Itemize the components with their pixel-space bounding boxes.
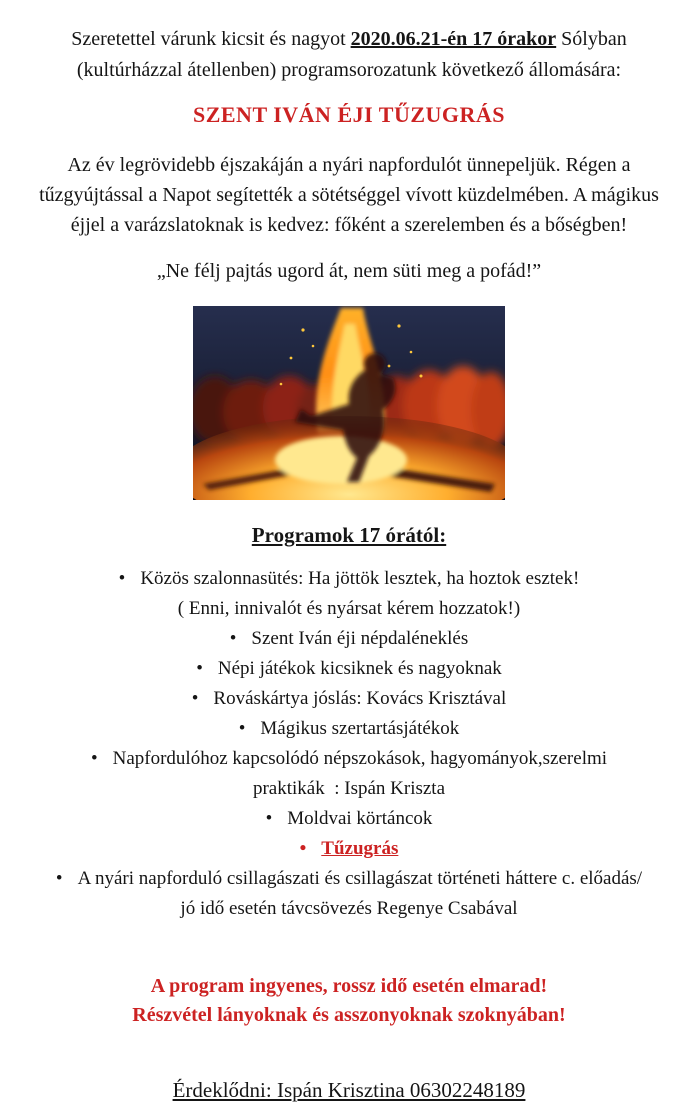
intro-text-post: Sólyban (kultúrházzal átellenben) programsorozatunk következő állomására: — [76, 28, 627, 81]
program-item-continuation: ( Enni, innivalót és nyársat kérem hozzatok!) — [177, 598, 521, 619]
bullet-icon: • — [90, 748, 98, 769]
program-item-text: Szent Iván éji népdaléneklés — [251, 628, 469, 649]
program-item-text: Rováskártya jóslás: Kovács Krisztával — [213, 688, 507, 709]
bullet-icon: • — [265, 808, 273, 829]
program-list — [0, 564, 698, 924]
note-free-program: A program ingyenes, rossz idő esetén elmarad! — [150, 975, 548, 997]
program-item-text: Tűzugrás — [321, 838, 399, 859]
program-item-text: Közös szalonnasütés: Ha jöttök lesztek, ha hoztok esztek! — [140, 568, 580, 589]
bullet-icon: • — [299, 838, 307, 859]
bullet-icon: • — [229, 628, 237, 649]
bullet-icon: • — [55, 868, 63, 889]
footer-notes — [0, 972, 698, 1030]
note-dress-code: Részvétel lányoknak és asszonyoknak szoknyában! — [132, 1004, 566, 1026]
description-paragraph: Az év legrövidebb éjszakáján a nyári napfordulót ünnepeljük. Régen a tűzgyújtással a Napot segítették a sötétséggel vívott küzdelmében. A mágikus éjjel a varázslatoknak is kedvez: főként a szerelemben és a bőségben! — [39, 154, 659, 236]
list-item — [0, 864, 698, 924]
bonfire-illustration — [193, 306, 505, 500]
bonfire-photo — [0, 306, 698, 500]
list-item — [0, 714, 698, 744]
program-item-text: Napfordulóhoz kapcsolódó népszokások, hagyományok,szerelmi — [112, 748, 608, 769]
bullet-icon: • — [191, 688, 199, 709]
programs-heading: Programok 17 órától: — [251, 523, 447, 547]
list-item — [0, 654, 698, 684]
list-item — [0, 564, 698, 624]
list-item — [0, 624, 698, 654]
program-item-text: Mágikus szertartásjátékok — [260, 718, 460, 739]
program-item-text: Moldvai körtáncok — [287, 808, 433, 829]
intro-text-pre: Szeretettel várunk kicsit és nagyot — [71, 28, 351, 50]
program-item-continuation: jó idő esetén távcsövezés Regenye Csabával — [180, 898, 518, 919]
program-item-continuation: praktikák : Ispán Kriszta — [252, 778, 446, 799]
event-title: SZENT IVÁN ÉJI TŰZUGRÁS — [192, 102, 506, 127]
list-item — [0, 684, 698, 714]
list-item — [0, 744, 698, 804]
quote-line: „Ne félj pajtás ugord át, nem süti meg a pofád!” — [156, 260, 542, 282]
event-datetime: 2020.06.21-én 17 órakor — [350, 28, 557, 50]
bullet-icon: • — [238, 718, 246, 739]
program-item-text: A nyári napforduló csillagászati és csillagászat történeti háttere c. előadás/ — [77, 868, 643, 889]
list-item — [0, 804, 698, 834]
program-item-text: Népi játékok kicsiknek és nagyoknak — [217, 658, 502, 679]
contact-line: Érdeklődni: Ispán Krisztina 06302248189 — [172, 1078, 526, 1102]
intro-paragraph — [29, 24, 669, 86]
bullet-icon: • — [118, 568, 126, 589]
bullet-icon: • — [196, 658, 203, 679]
list-item-fire-jump — [0, 834, 698, 864]
